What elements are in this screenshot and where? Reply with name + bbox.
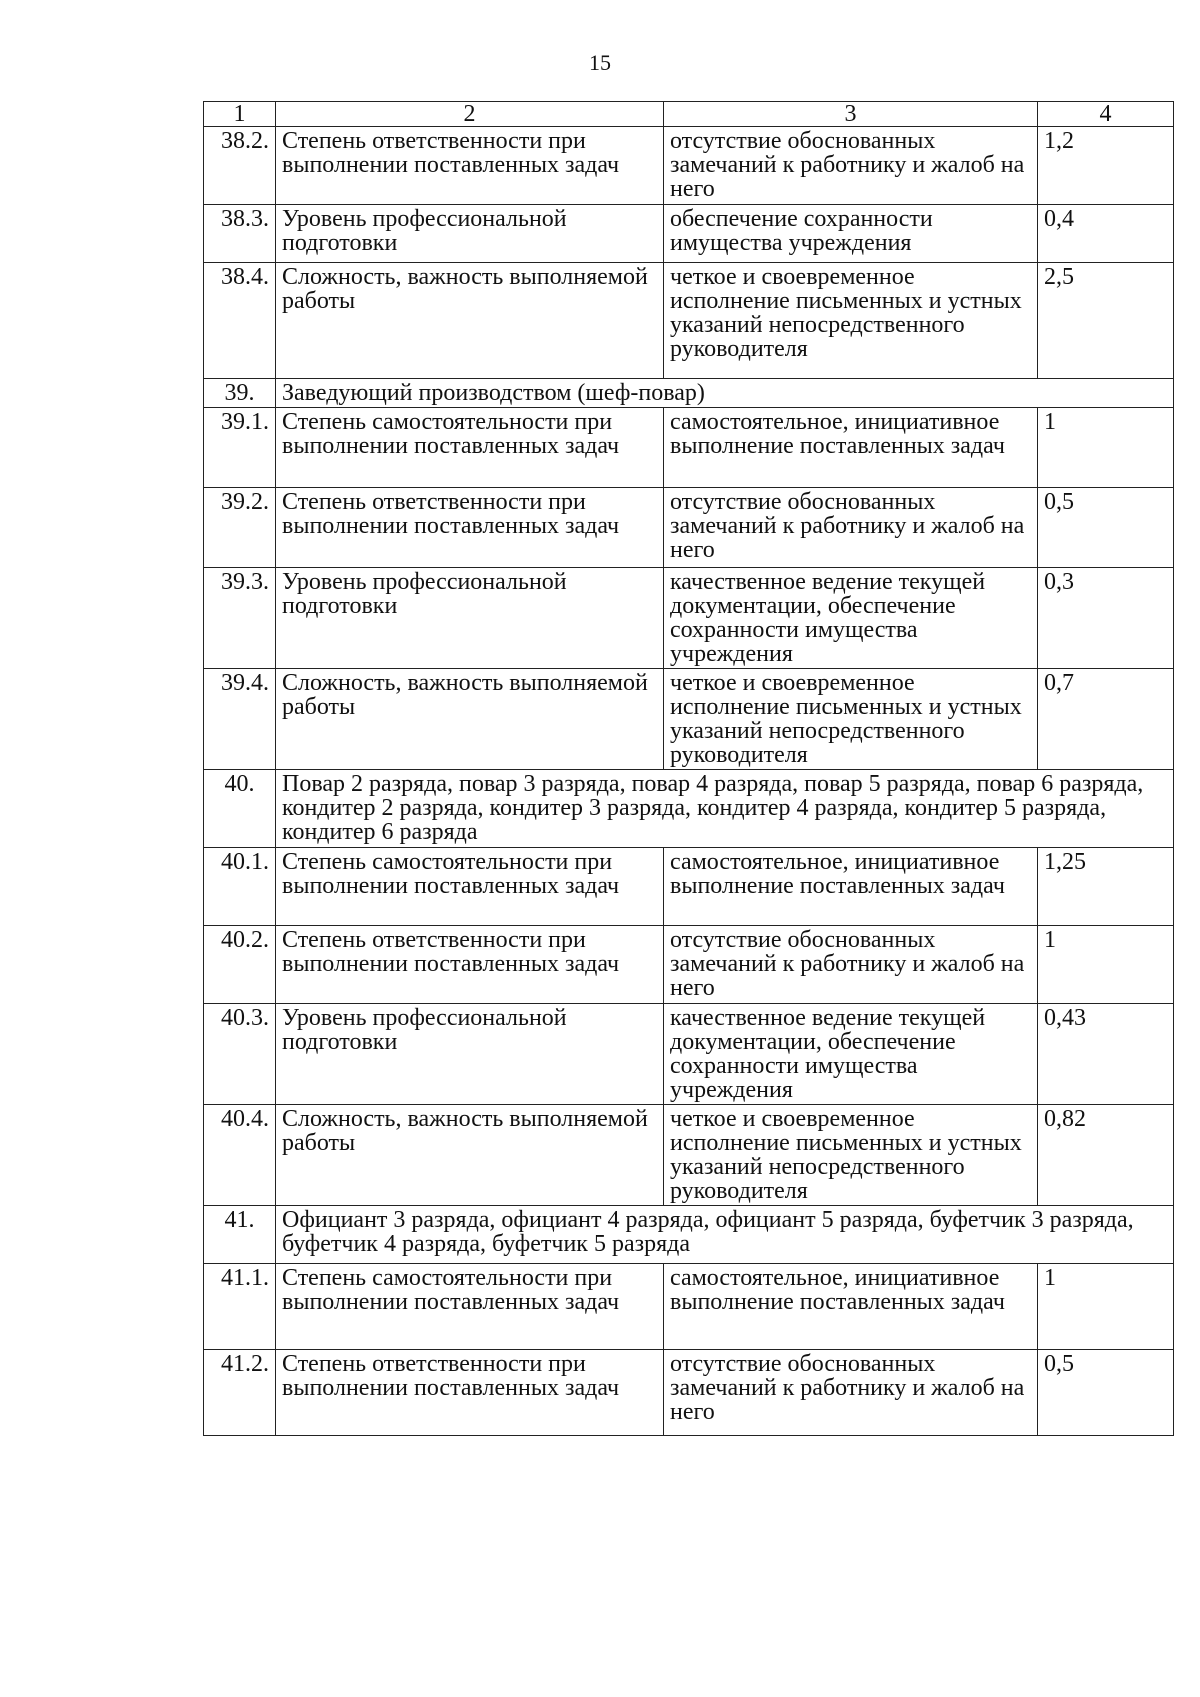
value-cell: 0,5 [1038,488,1174,568]
header-col-3: 3 [664,102,1038,127]
table-row [204,408,1174,488]
criterion-cell: Степень ответственности при выполнении поставленных задач [276,926,664,1004]
item-number: 38.4. [204,263,276,379]
section-number: 40. [204,770,276,848]
criterion-cell: Сложность, важность выполняемой работы [276,1105,664,1206]
section-row [204,1206,1174,1264]
section-row [204,770,1174,848]
table-row [204,205,1174,263]
header-row [204,102,1174,127]
value-cell: 0,7 [1038,669,1174,770]
table-row [204,263,1174,379]
criteria-table [203,101,1174,1436]
table-row [204,926,1174,1004]
header-col-4: 4 [1038,102,1174,127]
value-cell: 1 [1038,926,1174,1004]
table-row [204,1264,1174,1350]
item-number: 40.4. [204,1105,276,1206]
indicator-cell: самостоятельное, инициативное выполнение поставленных задач [664,1264,1038,1350]
criterion-cell: Уровень профессиональной подготовки [276,568,664,669]
indicator-cell: четкое и своевременное исполнение письменных и устных указаний непосредственного руководителя [664,263,1038,379]
item-number: 41.1. [204,1264,276,1350]
value-cell: 1,2 [1038,127,1174,205]
indicator-cell: четкое и своевременное исполнение письменных и устных указаний непосредственного руководителя [664,669,1038,770]
value-cell: 2,5 [1038,263,1174,379]
value-cell: 0,3 [1038,568,1174,669]
criterion-cell: Степень самостоятельности при выполнении поставленных задач [276,848,664,926]
item-number: 40.2. [204,926,276,1004]
item-number: 41.2. [204,1350,276,1436]
criterion-cell: Степень ответственности при выполнении поставленных задач [276,1350,664,1436]
criterion-cell: Степень ответственности при выполнении поставленных задач [276,127,664,205]
indicator-cell: отсутствие обоснованных замечаний к работнику и жалоб на него [664,926,1038,1004]
indicator-cell: качественное ведение текущей документации, обеспечение сохранности имущества учреждения [664,568,1038,669]
item-number: 39.2. [204,488,276,568]
value-cell: 1 [1038,408,1174,488]
criterion-cell: Уровень профессиональной подготовки [276,1004,664,1105]
value-cell: 0,4 [1038,205,1174,263]
table-row [204,1004,1174,1105]
indicator-cell: самостоятельное, инициативное выполнение поставленных задач [664,408,1038,488]
value-cell: 0,43 [1038,1004,1174,1105]
indicator-cell: четкое и своевременное исполнение письменных и устных указаний непосредственного руководителя [664,1105,1038,1206]
criterion-cell: Степень ответственности при выполнении поставленных задач [276,488,664,568]
item-number: 38.3. [204,205,276,263]
item-number: 39.4. [204,669,276,770]
section-title: Повар 2 разряда, повар 3 разряда, повар 4 разряда, повар 5 разряда, повар 6 разряда, кондитер 2 разряда, кондитер 3 разряда, кондитер 4 разряда, кондитер 5 разряда, кондитер 6 разряда [276,770,1174,848]
criterion-cell: Сложность, важность выполняемой работы [276,669,664,770]
table-row [204,488,1174,568]
section-title: Заведующий производством (шеф-повар) [276,379,1174,408]
table-row [204,1350,1174,1436]
table-row [204,568,1174,669]
section-number: 41. [204,1206,276,1264]
indicator-cell: отсутствие обоснованных замечаний к работнику и жалоб на него [664,1350,1038,1436]
indicator-cell: качественное ведение текущей документации, обеспечение сохранности имущества учреждения [664,1004,1038,1105]
value-cell: 1,25 [1038,848,1174,926]
item-number: 40.1. [204,848,276,926]
item-number: 38.2. [204,127,276,205]
criterion-cell: Степень самостоятельности при выполнении поставленных задач [276,408,664,488]
table-body [204,127,1174,1436]
section-row [204,379,1174,408]
section-title: Официант 3 разряда, официант 4 разряда, официант 5 разряда, буфетчик 3 разряда, буфетчик 4 разряда, буфетчик 5 разряда [276,1206,1174,1264]
value-cell: 0,5 [1038,1350,1174,1436]
header-col-1: 1 [204,102,276,127]
indicator-cell: отсутствие обоснованных замечаний к работнику и жалоб на него [664,488,1038,568]
table-row [204,669,1174,770]
value-cell: 0,82 [1038,1105,1174,1206]
criterion-cell: Сложность, важность выполняемой работы [276,263,664,379]
item-number: 40.3. [204,1004,276,1105]
header-col-2: 2 [276,102,664,127]
page-number: 15 [589,50,611,75]
indicator-cell: обеспечение сохранности имущества учреждения [664,205,1038,263]
criterion-cell: Степень самостоятельности при выполнении поставленных задач [276,1264,664,1350]
indicator-cell: самостоятельное, инициативное выполнение поставленных задач [664,848,1038,926]
indicator-cell: отсутствие обоснованных замечаний к работнику и жалоб на него [664,127,1038,205]
table-row [204,127,1174,205]
table-header [204,102,1174,127]
item-number: 39.3. [204,568,276,669]
section-number: 39. [204,379,276,408]
value-cell: 1 [1038,1264,1174,1350]
criterion-cell: Уровень профессиональной подготовки [276,205,664,263]
table-row [204,848,1174,926]
item-number: 39.1. [204,408,276,488]
table-row [204,1105,1174,1206]
